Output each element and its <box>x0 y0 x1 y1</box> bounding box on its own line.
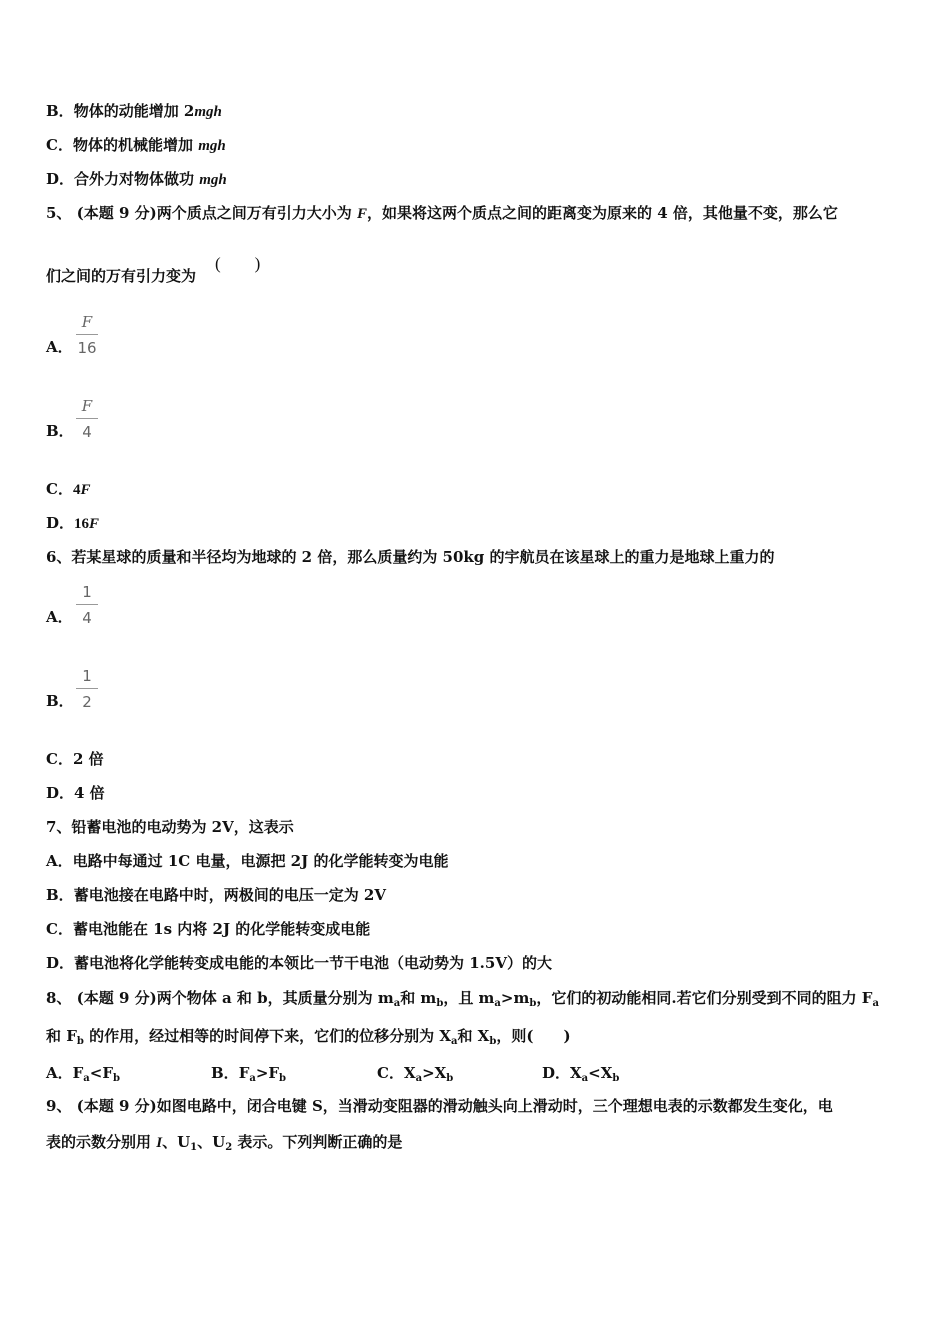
option-coef: 4 <box>72 482 81 498</box>
option-text: 合外力对物体做功 <box>74 170 200 188</box>
option-text: 2 倍 <box>72 750 104 768</box>
fraction-bar <box>76 418 98 419</box>
option-text: X <box>570 1064 582 1082</box>
option-label: B． <box>46 102 74 120</box>
q8-option-c <box>377 1062 453 1084</box>
q8-option-a <box>46 1062 120 1084</box>
q7-stem: 7、铅蓄电池的电动势为 2V，这表示 <box>46 818 294 836</box>
subscript: 2 <box>225 1142 233 1153</box>
subscript: a <box>450 1036 458 1047</box>
stem-var: F <box>356 206 367 222</box>
stem-text: 和 X <box>457 1027 490 1045</box>
q4-option-c <box>46 135 226 156</box>
option-label: D． <box>46 514 75 532</box>
q5-option-b-fraction <box>76 397 98 441</box>
fraction-numerator: F <box>81 313 93 331</box>
option-label: C． <box>46 920 73 938</box>
answer-blank: ( ) <box>215 254 261 273</box>
subscript: a <box>872 998 879 1009</box>
q7-option-d <box>46 953 552 973</box>
q8-option-b <box>211 1062 286 1084</box>
subscript: b <box>279 1073 287 1084</box>
option-coef: 16 <box>74 516 90 532</box>
option-label: A． <box>46 852 73 870</box>
option-label: D． <box>542 1064 571 1082</box>
option-text: >X <box>422 1064 447 1082</box>
stem-text: 和 F <box>46 1027 77 1045</box>
fraction-numerator: F <box>81 397 93 415</box>
q5-option-c <box>46 479 90 500</box>
option-var: mgh <box>198 138 226 154</box>
option-label: C． <box>377 1064 404 1082</box>
stem-text: >m <box>500 989 530 1007</box>
stem-text: ，则( <box>496 1027 534 1045</box>
stem-text: 、U <box>162 1133 191 1151</box>
option-text: 4 倍 <box>74 784 105 802</box>
stem-text: 表的示数分别用 <box>46 1133 157 1151</box>
option-text: 电路中每通过 1C 电量，电源把 2J 的化学能转变为电能 <box>72 852 449 870</box>
fraction-bar <box>76 334 98 335</box>
q6-option-b-fraction <box>76 667 98 711</box>
option-text: <X <box>588 1064 613 1082</box>
option-text: 蓄电池能在 1s 内将 2J 的化学能转变成电能 <box>72 920 371 938</box>
stem-var: I <box>156 1135 163 1151</box>
option-text: F <box>72 1064 84 1082</box>
option-label: D． <box>46 784 75 802</box>
stem-text: 和 m <box>400 989 437 1007</box>
q5-option-d <box>46 513 99 534</box>
stem-text: ，且 m <box>443 989 495 1007</box>
subscript: 1 <box>190 1142 198 1153</box>
question-number: 9、 <box>46 1097 72 1115</box>
option-var: F <box>80 482 91 498</box>
q5-option-b-label: B． <box>46 422 74 440</box>
stem-text: ，如果将这两个质点之间的距离变为原来的 4 倍，其他量不变，那么它 <box>367 204 838 222</box>
option-text: 蓄电池将化学能转变成电能的本领比一节干电池（电动势为 1.5V）的大 <box>74 954 552 972</box>
q7-option-c <box>46 919 370 939</box>
q9-stem-line2 <box>46 1132 402 1158</box>
q5-option-a-label: A． <box>46 338 73 356</box>
subscript: a <box>581 1073 589 1084</box>
q5-option-a-fraction <box>76 313 98 357</box>
option-text: 物体的动能增加 2 <box>73 102 195 120</box>
fraction-numerator: 1 <box>82 667 92 685</box>
option-label: B． <box>46 886 74 904</box>
q8-stem-line1 <box>46 988 879 1014</box>
option-label: A． <box>46 1064 73 1082</box>
q5-stem-line2 <box>46 266 196 286</box>
option-label: D． <box>46 170 75 188</box>
subscript: b <box>436 998 444 1009</box>
fraction-denominator: 4 <box>82 609 92 627</box>
q4-option-b <box>46 101 222 122</box>
q6-stem: 6、若某星球的质量和半径均为地球的 2 倍，那么质量约为 50kg 的宇航员在该星球上的重力是地球上重力的 <box>46 548 775 566</box>
fraction-bar <box>76 604 98 605</box>
fraction-denominator: 16 <box>77 339 97 357</box>
stem-text: 、U <box>197 1133 226 1151</box>
option-text: >F <box>255 1064 280 1082</box>
option-text: X <box>403 1064 416 1082</box>
fraction-numerator: 1 <box>82 583 92 601</box>
fraction-denominator: 4 <box>82 423 92 441</box>
option-label: C． <box>46 480 73 498</box>
option-var: F <box>89 516 100 532</box>
stem-text: (本题 9 分)如图电路中，闭合电键 S，当滑动变阻器的滑动触头向上滑动时，三个理想电表的示数都发生变化，电 <box>76 1097 833 1115</box>
fraction-bar <box>76 688 98 689</box>
question-number: 5、 <box>46 204 72 222</box>
q7-option-b <box>46 885 386 905</box>
q6-option-c <box>46 749 104 769</box>
q9-stem-line1 <box>46 1096 833 1116</box>
question-number: 8、 <box>46 989 72 1007</box>
subscript: a <box>393 998 401 1009</box>
stem-text: (本题 9 分)两个物体 a 和 b，其质量分别为 m <box>76 989 394 1007</box>
subscript: b <box>529 998 537 1009</box>
option-var: mgh <box>194 104 222 120</box>
q4-option-d <box>46 169 227 190</box>
q6-option-a-fraction <box>76 583 98 627</box>
q5-stem-line1 <box>46 203 838 224</box>
option-label: B． <box>211 1064 239 1082</box>
subscript: a <box>249 1073 256 1084</box>
q6-option-b-label: B． <box>46 692 74 710</box>
q7-option-a <box>46 851 448 871</box>
stem-text: 表示。下列判断正确的是 <box>232 1133 403 1151</box>
stem-text: ) <box>563 1027 571 1045</box>
stem-text: ，它们的初动能相同.若它们分别受到不同的阻力 F <box>536 989 873 1007</box>
subscript: b <box>489 1036 497 1047</box>
subscript: a <box>415 1073 423 1084</box>
option-label: C． <box>46 750 73 768</box>
q8-option-d <box>542 1062 619 1084</box>
subscript: b <box>76 1036 84 1047</box>
stem-text: 的作用，经过相等的时间停下来，它们的位移分别为 X <box>83 1027 451 1045</box>
option-label: D． <box>46 954 75 972</box>
subscript: b <box>113 1073 120 1084</box>
stem-text: 们之间的万有引力变为 <box>46 267 197 285</box>
subscript: a <box>83 1073 90 1084</box>
option-text: <F <box>89 1064 113 1082</box>
option-label: C． <box>46 136 73 154</box>
q6-option-a-label: A． <box>46 608 73 626</box>
q8-stem-line2 <box>46 1026 571 1052</box>
stem-text: (本题 9 分)两个质点之间万有引力大小为 <box>76 204 357 222</box>
subscript: b <box>446 1073 454 1084</box>
option-text: 物体的机械能增加 <box>72 136 199 154</box>
option-var: mgh <box>199 172 227 188</box>
q6-option-d <box>46 783 105 803</box>
option-text: 蓄电池接在电路中时，两极间的电压一定为 2V <box>73 886 386 904</box>
option-text: F <box>238 1064 250 1082</box>
subscript: b <box>612 1073 620 1084</box>
fraction-denominator: 2 <box>82 693 92 711</box>
subscript: a <box>494 998 501 1009</box>
